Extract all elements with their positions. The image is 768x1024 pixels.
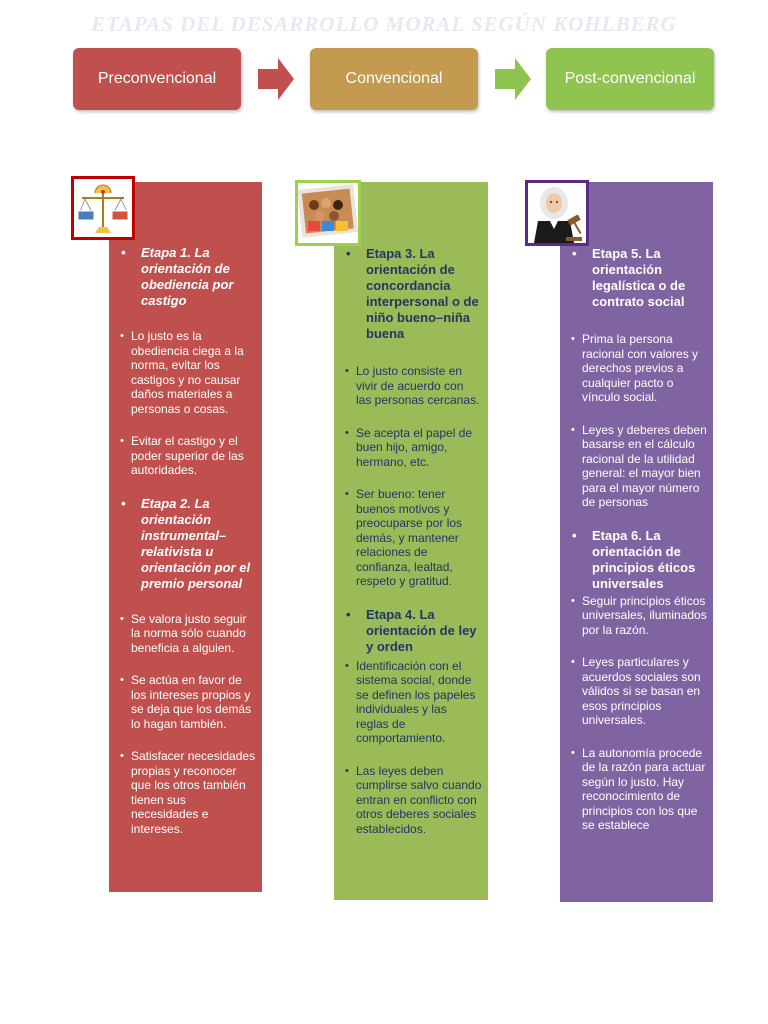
stage-heading: • Etapa 5. La orientación legalística o de contrato social	[572, 246, 686, 309]
level-box-post-convencional	[546, 48, 714, 110]
judge-icon	[525, 180, 589, 246]
list-item: • Identificación con el sistema social, donde se definen los papeles individuales y las reglas de comportamiento.	[345, 658, 476, 745]
list-item: • Seguir principios éticos universales, iluminados por la razón.	[571, 593, 707, 637]
list-item: • Las leyes deben cumplirse salvo cuando entran en conflicto con otros deberes sociales establecidos.	[345, 763, 482, 836]
group-photo-icon	[295, 180, 361, 246]
list-item: • Satisfacer necesidades propias y reconocer que los otros también tienen sus necesidades e intereses.	[120, 749, 256, 836]
stage-heading: • Etapa 6. La orientación de principios éticos universales	[572, 527, 696, 591]
list-item: • Se actúa en favor de los intereses propios y se deja que los demás lo hagan también.	[120, 673, 252, 731]
level-label: Post-convencional	[564, 70, 696, 87]
stage-heading: • Etapa 1. La orientación de obediencia por castigo	[121, 245, 234, 308]
column-post-convencional	[560, 182, 713, 902]
stage-heading: • Etapa 2. La orientación instrumental–relativista u orientación por el premio personal	[121, 495, 251, 591]
arrow-right-icon	[258, 58, 294, 100]
level-box-preconvencional	[73, 48, 241, 110]
list-item: • Leyes particulares y acuerdos sociales son válidos si se basan en esos principios universales.	[571, 655, 701, 727]
list-item: • La autonomía procede de la razón para actuar según lo justo. Hay reconocimiento de principios con los que se establece	[571, 745, 706, 832]
stage-heading: • Etapa 3. La orientación de concordancia interpersonal o de niño bueno–niña buena	[346, 246, 479, 341]
list-item: • Ser bueno: tener buenos motivos y preocuparse por los demás, y mantener relaciones de confianza, lealtad, respeto y gratitud.	[345, 487, 463, 588]
list-item: • Leyes y deberes deben basarse en el cálculo racional de la utilidad general: el mayor bien para el mayor número de personas	[571, 422, 707, 509]
level-box-convencional	[310, 48, 478, 110]
arrow-right-icon	[495, 58, 531, 100]
list-item: • Lo justo consiste en vivir de acuerdo con las personas cercanas.	[345, 364, 480, 407]
scales-icon	[71, 176, 135, 240]
column-preconvencional	[109, 182, 262, 892]
column-convencional	[334, 182, 488, 900]
list-item: • Lo justo es la obediencia ciega a la norma, evitar los castigos y no causar daños materiales a personas o cosas.	[120, 329, 244, 416]
level-label: Preconvencional	[97, 70, 217, 87]
list-item: • Se acepta el papel de buen hijo, amigo, hermano, etc.	[345, 425, 473, 469]
stage-heading: • Etapa 4. La orientación de ley y orden	[346, 606, 477, 654]
list-item: • Prima la persona racional con valores y derechos previos a cualquier pacto o vínculo social.	[571, 332, 699, 404]
list-item: • Evitar el castigo y el poder superior de las autoridades.	[120, 434, 244, 477]
list-item: • Se valora justo seguir la norma sólo cuando beneficia a alguien.	[120, 611, 247, 655]
level-label: Convencional	[345, 70, 443, 87]
page-title: ETAPAS DEL DESARROLLO MORAL SEGÚN KOHLBERG	[91, 12, 677, 36]
